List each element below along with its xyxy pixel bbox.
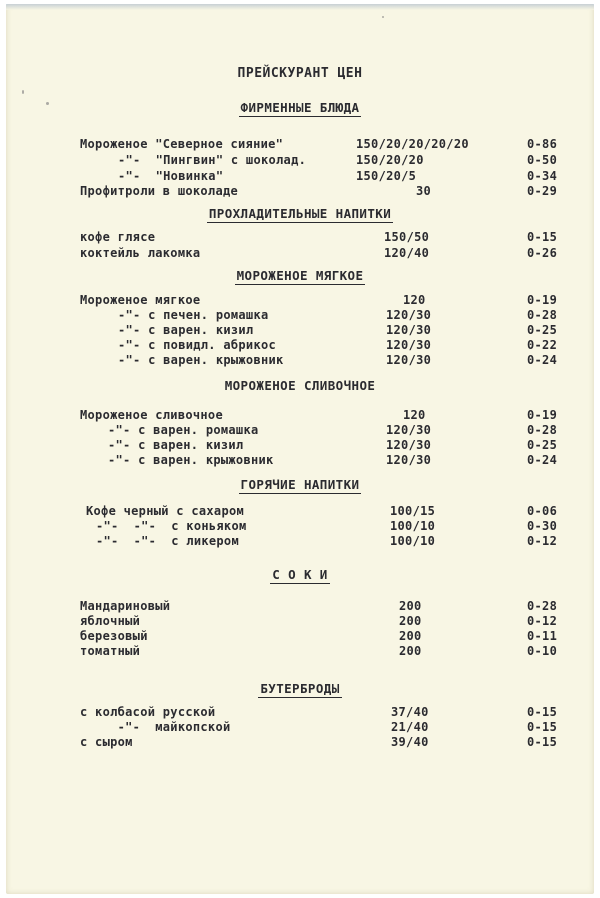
- menu-row: [6, 644, 594, 660]
- item-portion: 21/40: [391, 720, 429, 734]
- item-name: -"- "Новинка": [118, 169, 224, 183]
- menu-row: [6, 293, 594, 309]
- item-name: -"- с варен. крыжовник: [108, 453, 274, 467]
- item-portion: 100/10: [390, 534, 436, 548]
- item-price: 0-34: [527, 169, 558, 183]
- item-price: 0-28: [527, 599, 558, 613]
- item-price: 0-12: [527, 614, 558, 628]
- item-portion: 120/30: [386, 438, 432, 452]
- item-price: 0-19: [527, 293, 558, 307]
- item-price: 0-24: [527, 353, 558, 367]
- item-portion: 150/20/5: [356, 169, 417, 183]
- item-name: -"- -"- с коньяком: [96, 519, 247, 533]
- item-portion: 200: [399, 629, 422, 643]
- item-name: Мороженое "Северное сияние": [80, 137, 284, 151]
- item-price: 0-22: [527, 338, 558, 352]
- menu-row: [6, 720, 594, 736]
- item-name: коктейль лакомка: [80, 246, 201, 260]
- menu-row: [6, 735, 594, 751]
- item-name: -"- с варен. ромашка: [108, 423, 259, 437]
- item-price: 0-25: [527, 323, 558, 337]
- item-price: 0-50: [527, 153, 558, 167]
- item-portion: 200: [399, 614, 422, 628]
- item-name: -"- "Пингвин" с шоколад.: [118, 153, 307, 167]
- item-price: 0-30: [527, 519, 558, 533]
- item-name: -"- с варен. кизил: [108, 438, 244, 452]
- item-name: -"- с варен. крыжовник: [118, 353, 284, 367]
- item-portion: 150/20/20/20/20: [356, 137, 469, 151]
- item-portion: 37/40: [391, 705, 429, 719]
- item-portion: 120/30: [386, 423, 432, 437]
- item-name: Мороженое мягкое: [80, 293, 201, 307]
- menu-row: [6, 534, 594, 550]
- item-portion: 200: [399, 599, 422, 613]
- item-name: томатный: [80, 644, 141, 658]
- menu-row: [6, 246, 594, 262]
- item-name: кофе глясе: [80, 230, 156, 244]
- menu-row: [6, 230, 594, 246]
- item-name: с колбасой русской: [80, 705, 216, 719]
- menu-row: [6, 705, 594, 721]
- menu-row: [6, 323, 594, 339]
- item-price: 0-19: [527, 408, 558, 422]
- item-name: Мороженое сливочное: [80, 408, 223, 422]
- menu-row: [6, 504, 594, 520]
- item-price: 0-10: [527, 644, 558, 658]
- menu-row: [6, 614, 594, 630]
- item-portion: 150/50: [384, 230, 430, 244]
- section-heading-sandwiches: БУТЕРБРОДЫ: [260, 681, 340, 696]
- menu-row: [6, 308, 594, 324]
- menu-row: [6, 423, 594, 439]
- menu-row: [6, 519, 594, 535]
- item-portion: 120/30: [386, 338, 432, 352]
- item-portion: 120: [403, 408, 426, 422]
- scan-edge: [6, 4, 594, 10]
- item-name: -"- -"- с ликером: [96, 534, 239, 548]
- item-name: яблочный: [80, 614, 141, 628]
- menu-row: [6, 184, 594, 200]
- menu-row: [6, 629, 594, 645]
- item-price: 0-29: [527, 184, 558, 198]
- item-name: -"- майкопской: [80, 720, 231, 734]
- item-name: Кофе черный с сахаром: [86, 504, 245, 518]
- ink-speck: [22, 90, 24, 94]
- menu-row: [6, 338, 594, 354]
- item-portion: 30: [416, 184, 432, 198]
- menu-row: [6, 408, 594, 424]
- menu-row: [6, 353, 594, 369]
- item-portion: 120/40: [384, 246, 430, 260]
- item-portion: 100/15: [390, 504, 436, 518]
- item-portion: 200: [399, 644, 422, 658]
- item-portion: 150/20/20: [356, 153, 424, 167]
- item-name: Профитроли в шоколаде: [80, 184, 239, 198]
- menu-row: [6, 169, 594, 185]
- item-price: 0-06: [527, 504, 558, 518]
- item-price: 0-12: [527, 534, 558, 548]
- item-portion: 100/10: [390, 519, 436, 533]
- section-heading-cold-drinks: ПРОХЛАДИТЕЛЬНЫЕ НАПИТКИ: [208, 206, 392, 221]
- item-name: -"- с повидл. абрикос: [118, 338, 277, 352]
- item-price: 0-15: [527, 230, 558, 244]
- section-heading-hot-drinks: ГОРЯЧИЕ НАПИТКИ: [240, 477, 360, 492]
- ink-speck: [46, 102, 49, 105]
- menu-row: [6, 599, 594, 615]
- item-price: 0-26: [527, 246, 558, 260]
- item-name: -"- с варен. кизил: [118, 323, 254, 337]
- price-list-sheet: [6, 4, 594, 894]
- item-portion: 120/30: [386, 353, 432, 367]
- item-name: -"- с печен. ромашка: [118, 308, 269, 322]
- page-title: ПРЕЙСКУРАНТ ЦЕН: [237, 66, 363, 81]
- item-price: 0-15: [527, 735, 558, 749]
- section-heading-juices: С О К И: [272, 567, 328, 582]
- item-name: березовый: [80, 629, 148, 643]
- menu-row: [6, 438, 594, 454]
- item-price: 0-25: [527, 438, 558, 452]
- item-portion: 120/30: [386, 453, 432, 467]
- item-portion: 120: [403, 293, 426, 307]
- section-heading-soft-ice-cream: МОРОЖЕНОЕ МЯГКОЕ: [236, 268, 364, 283]
- menu-row: [6, 453, 594, 469]
- section-heading-cream-ice-cream: МОРОЖЕНОЕ СЛИВОЧНОЕ: [224, 378, 376, 393]
- menu-row: [6, 153, 594, 169]
- item-portion: 120/30: [386, 308, 432, 322]
- item-price: 0-28: [527, 423, 558, 437]
- item-price: 0-86: [527, 137, 558, 151]
- item-name: с сыром: [80, 735, 133, 749]
- item-price: 0-28: [527, 308, 558, 322]
- item-portion: 39/40: [391, 735, 429, 749]
- item-price: 0-11: [527, 629, 558, 643]
- item-price: 0-24: [527, 453, 558, 467]
- section-heading-signature-dishes: ФИРМЕННЫЕ БЛЮДА: [240, 100, 360, 115]
- menu-row: [6, 137, 594, 153]
- item-price: 0-15: [527, 720, 558, 734]
- item-price: 0-15: [527, 705, 558, 719]
- ink-speck: [382, 16, 384, 18]
- item-portion: 120/30: [386, 323, 432, 337]
- item-name: Мандариновый: [80, 599, 171, 613]
